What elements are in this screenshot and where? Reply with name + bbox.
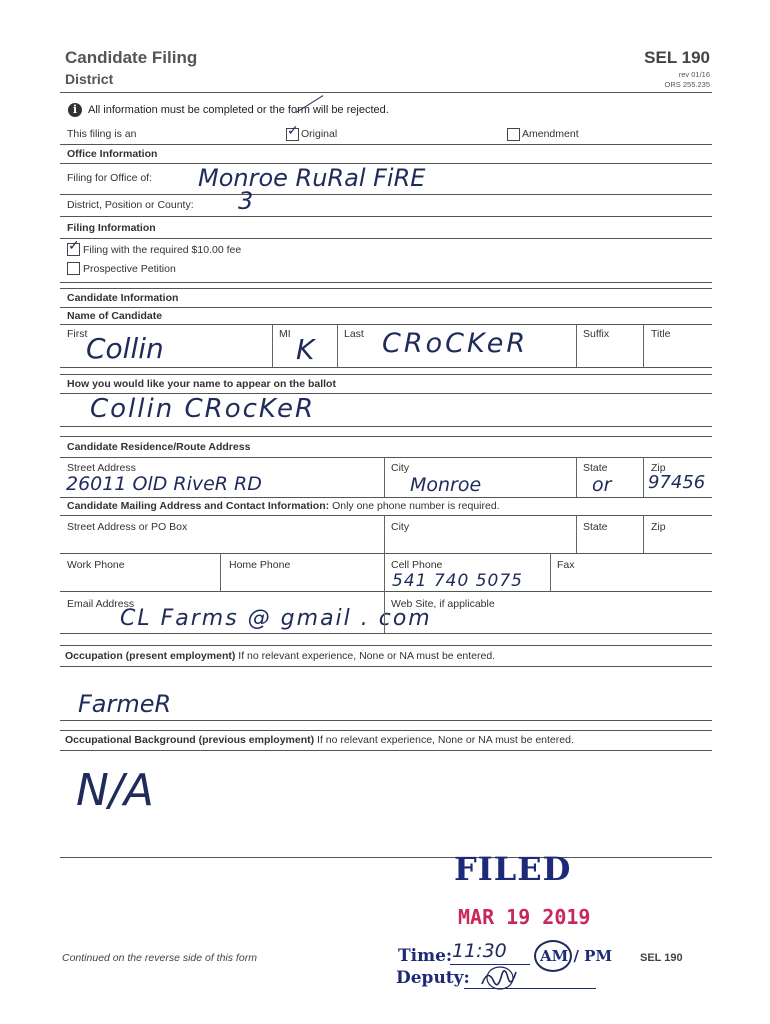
mailing-city-label: City <box>391 521 410 533</box>
petition-checkbox[interactable] <box>67 262 80 275</box>
mi-field[interactable]: K <box>296 333 315 366</box>
residence-state-field[interactable]: or <box>592 474 612 496</box>
am-pm-label: AM / PM <box>540 947 613 965</box>
mailing-zip-label: Zip <box>651 521 666 533</box>
first-name-field[interactable]: Collin <box>86 332 164 365</box>
residence-zip-label: Zip <box>651 462 666 474</box>
office-field[interactable]: Monroe RuRal FiRE <box>198 164 426 192</box>
residence-city-field[interactable]: Monroe <box>410 474 482 496</box>
amendment-checkbox[interactable] <box>507 128 520 141</box>
residence-city-label: City <box>391 462 410 474</box>
home-phone-label: Home Phone <box>229 559 291 571</box>
filed-stamp: FILED <box>454 850 572 888</box>
title-label: Title <box>651 328 671 340</box>
residence-section-heading: Candidate Residence/Route Address <box>67 441 251 453</box>
email-label: Email Address <box>67 598 135 610</box>
last-name-field[interactable]: CRoCKeR <box>382 328 529 359</box>
occupation-field[interactable]: FarmeR <box>78 690 172 718</box>
notice-text: All information must be completed or the form will be rejected. <box>88 104 389 116</box>
page-subtitle: District <box>65 71 114 87</box>
background-heading <box>65 734 574 746</box>
work-phone-label: Work Phone <box>67 559 125 571</box>
mailing-heading-note: Only one phone number is required. <box>332 500 500 512</box>
fee-checkmark-icon: ✓ <box>68 237 80 253</box>
fee-label: Filing with the required $10.00 fee <box>83 244 242 256</box>
amendment-label: Amendment <box>522 128 579 140</box>
fax-label: Fax <box>557 559 575 571</box>
time-label: Time: <box>398 946 453 966</box>
cell-phone-field[interactable]: 541 740 5075 <box>392 571 523 591</box>
mailing-section-heading <box>67 500 500 512</box>
filing-info-heading: Filing Information <box>67 222 156 234</box>
residence-street-field[interactable]: 26011 OlD RiveR RD <box>66 473 262 495</box>
mailing-heading-bold: Candidate Mailing Address and Contact Information: <box>67 500 330 512</box>
residence-state-label: State <box>583 462 608 474</box>
background-field[interactable]: N/A <box>76 765 154 816</box>
mailing-state-label: State <box>583 521 608 533</box>
website-label: Web Site, if applicable <box>391 598 495 610</box>
original-checkmark-icon: ✓ <box>287 122 299 138</box>
district-field[interactable]: 3 <box>238 187 254 215</box>
background-heading-note: If no relevant experience, None or NA must be entered. <box>317 734 574 746</box>
ors-label: ORS 255.235 <box>664 80 710 89</box>
continued-note: Continued on the reverse side of this form <box>62 952 257 964</box>
original-label: Original <box>301 128 338 140</box>
info-icon: i <box>68 103 82 117</box>
petition-label: Prospective Petition <box>83 263 176 275</box>
occupation-heading-bold: Occupation (present employment) <box>65 650 236 662</box>
occupation-heading <box>65 650 495 662</box>
candidate-section-heading: Candidate Information <box>67 292 179 304</box>
residence-zip-field[interactable]: 97456 <box>648 472 706 493</box>
occupation-heading-note: If no relevant experience, None or NA must be entered. <box>238 650 496 662</box>
revision-label: rev 01/16 <box>678 70 710 79</box>
form-code: SEL 190 <box>644 48 710 67</box>
first-name-label: First <box>67 328 88 340</box>
email-field[interactable]: CL Farms @ gmail . com <box>120 606 432 631</box>
last-name-label: Last <box>344 328 364 340</box>
office-section-heading: Office Information <box>67 148 158 160</box>
cell-phone-label: Cell Phone <box>391 559 443 571</box>
header-rule <box>60 92 712 93</box>
office-label: Filing for Office of: <box>67 172 153 184</box>
residence-street-label: Street Address <box>67 462 136 474</box>
time-field[interactable]: 11:30 <box>452 940 507 962</box>
mi-label: MI <box>279 328 291 340</box>
filed-date: MAR 19 2019 <box>458 905 591 929</box>
suffix-label: Suffix <box>583 328 610 340</box>
name-section-heading: Name of Candidate <box>67 310 163 322</box>
page-title: Candidate Filing <box>65 48 198 67</box>
deputy-label: Deputy: <box>396 968 470 988</box>
ballot-name-field[interactable]: Collin CRocKeR <box>90 394 316 424</box>
background-heading-bold: Occupational Background (previous employment) <box>65 734 315 746</box>
district-label: District, Position or County: <box>67 199 194 211</box>
mailing-street-label: Street Address or PO Box <box>67 521 188 533</box>
footer-form-code: SEL 190 <box>640 952 683 964</box>
deputy-signature <box>478 964 522 992</box>
ballot-name-heading: How you would like your name to appear on the ballot <box>67 378 336 390</box>
filing-type-label: This filing is an <box>67 128 137 140</box>
